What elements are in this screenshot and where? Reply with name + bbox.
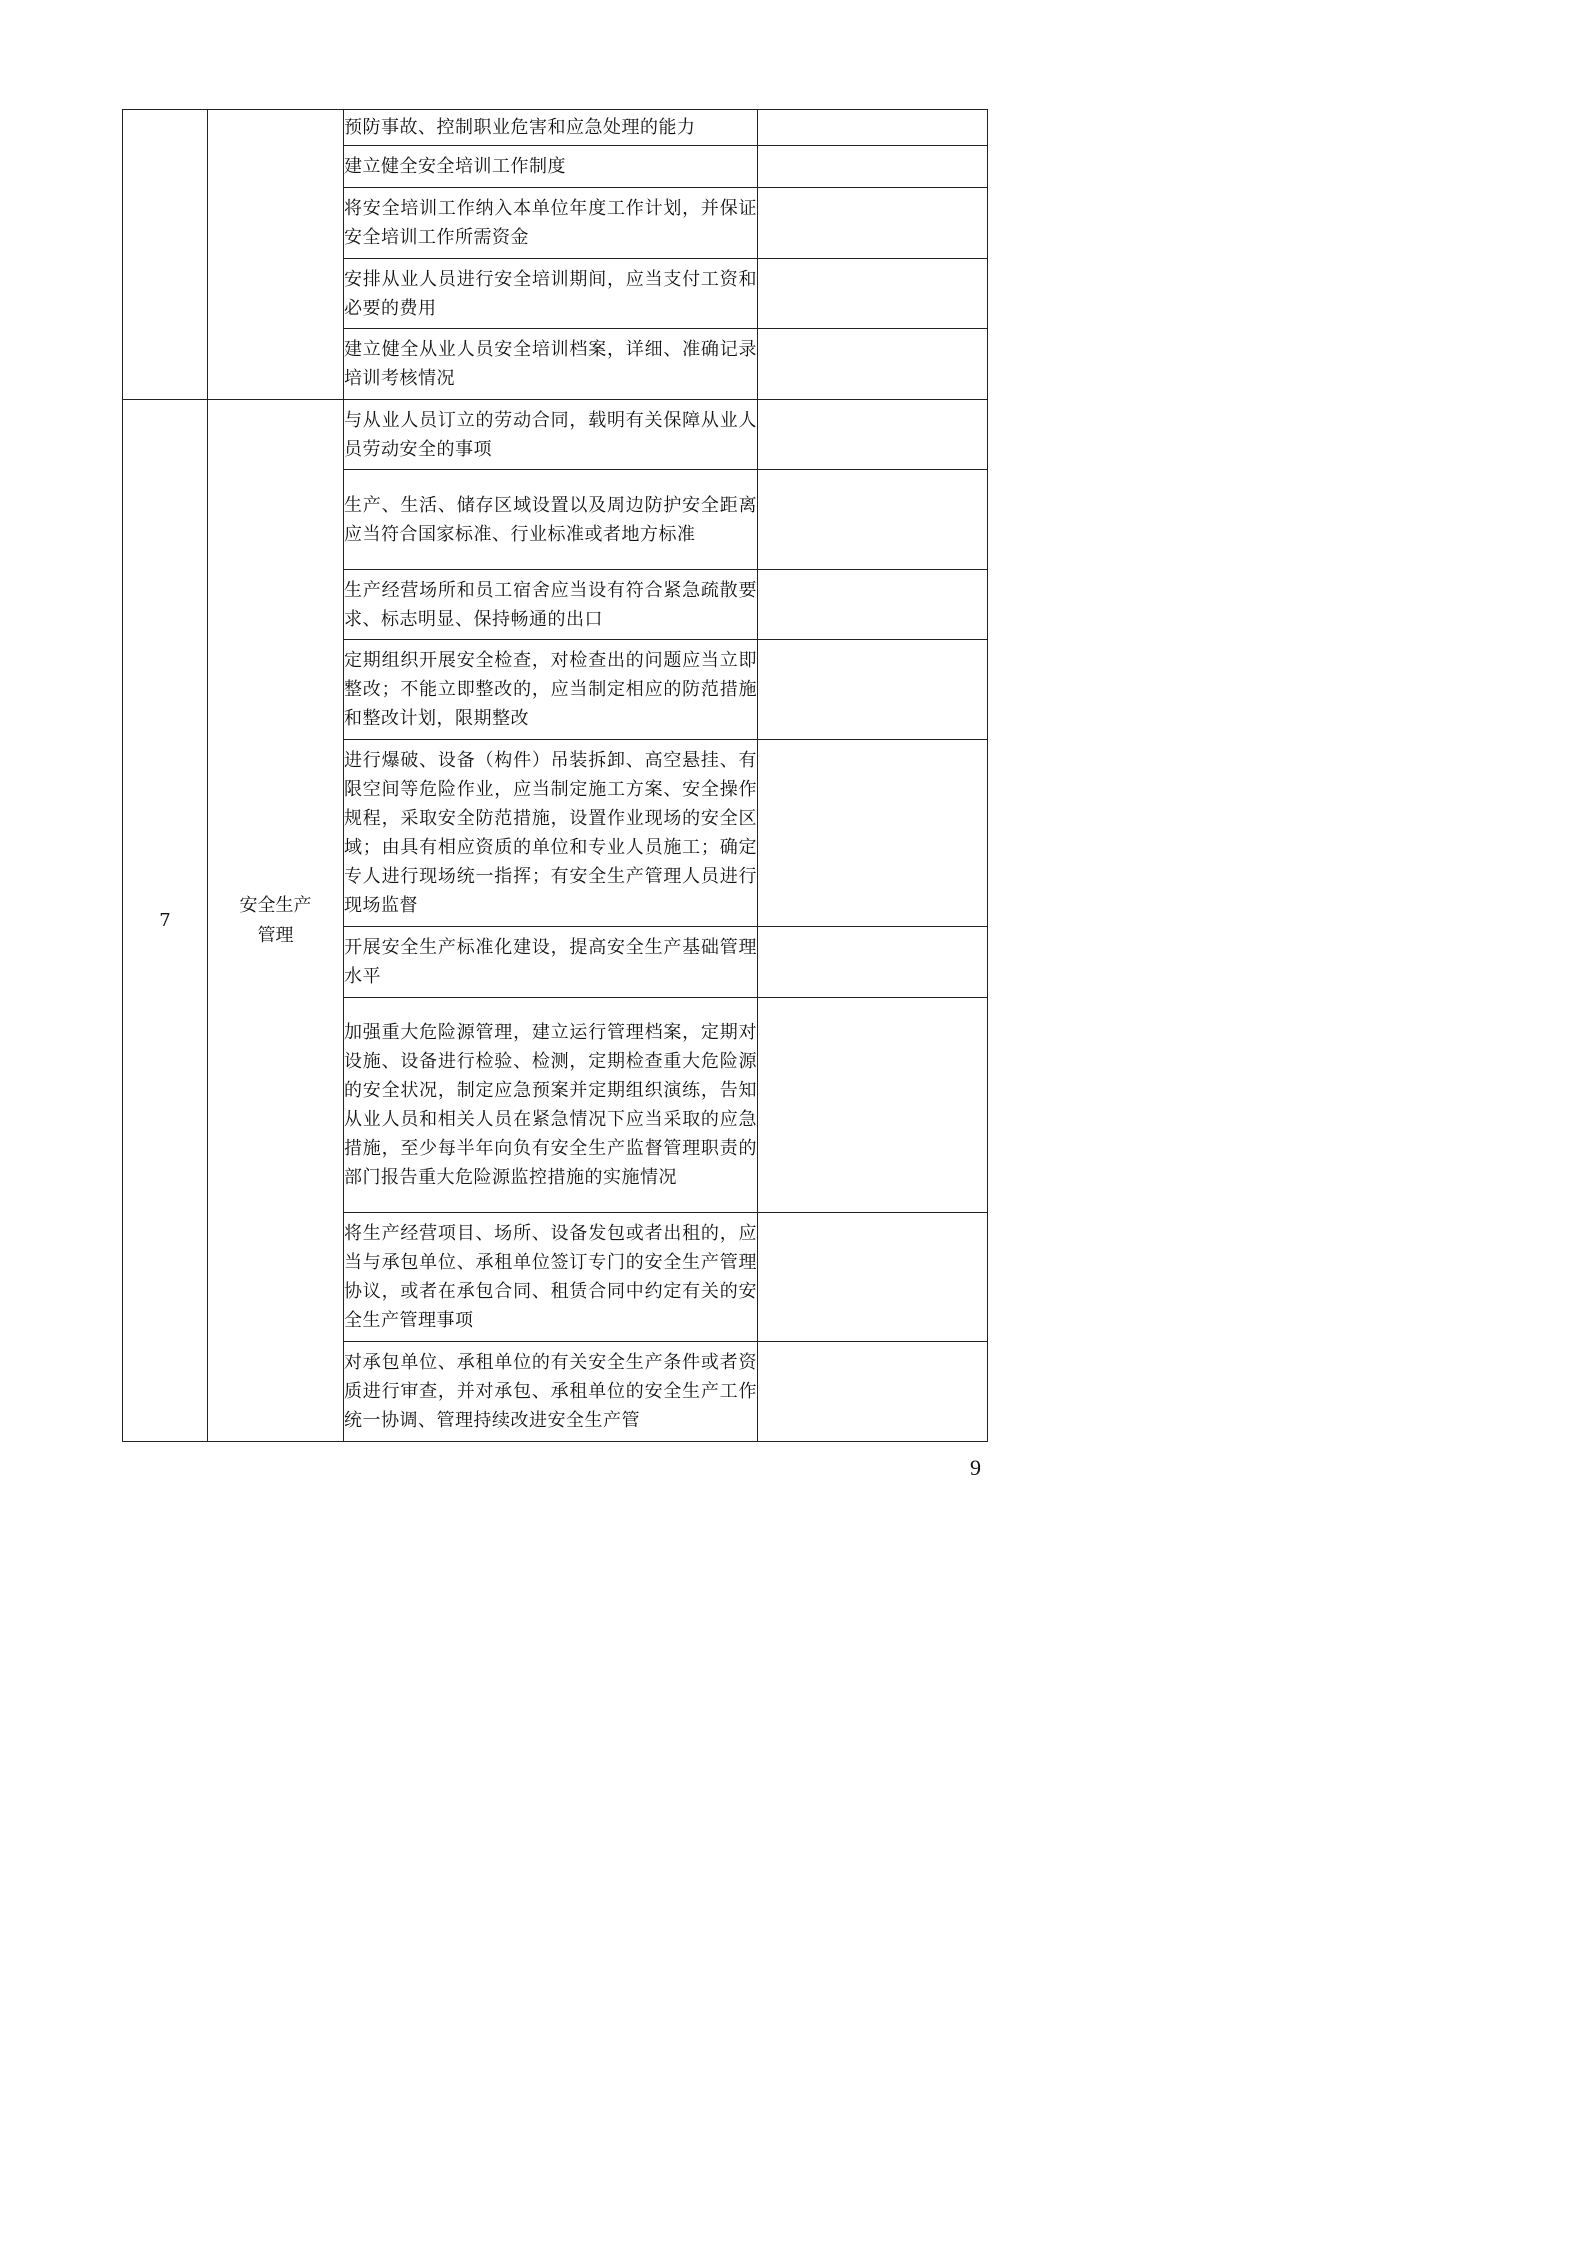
- result-cell: [758, 470, 988, 570]
- check-item: 建立健全安全培训工作制度: [344, 146, 758, 188]
- result-cell: [758, 188, 988, 259]
- result-cell: [758, 400, 988, 470]
- table-row: [123, 110, 988, 146]
- item-number-cell: [123, 110, 208, 400]
- check-item: 将生产经营项目、场所、设备发包或者出租的，应当与承包单位、承租单位签订专门的安全生产管理协议，或者在承包合同、租赁合同中约定有关的安全生产管理事项: [344, 1213, 758, 1342]
- check-item: 将安全培训工作纳入本单位年度工作计划，并保证安全培训工作所需资金: [344, 188, 758, 259]
- result-cell: [758, 146, 988, 188]
- check-item: 生产经营场所和员工宿舍应当设有符合紧急疏散要求、标志明显、保持畅通的出口: [344, 570, 758, 640]
- result-cell: [758, 1342, 988, 1442]
- page-number: 9: [970, 1455, 981, 1480]
- result-cell: [758, 259, 988, 329]
- item-number-cell: 7: [123, 400, 208, 1442]
- result-cell: [758, 570, 988, 640]
- result-cell: [758, 1213, 988, 1342]
- table-row: [123, 400, 988, 470]
- check-item: 开展安全生产标准化建设，提高安全生产基础管理水平: [344, 927, 758, 998]
- result-cell: [758, 740, 988, 927]
- check-item: 定期组织开展安全检查，对检查出的问题应当立即整改；不能立即整改的，应当制定相应的防范措施和整改计划，限期整改: [344, 640, 758, 740]
- check-item: 加强重大危险源管理，建立运行管理档案，定期对设施、设备进行检验、检测，定期检查重大危险源的安全状况，制定应急预案并定期组织演练，告知从业人员和相关人员在紧急情况下应当采取的应急措施，至少每半年向负有安全生产监督管理职责的部门报告重大危险源监控措施的实施情况: [344, 998, 758, 1213]
- result-cell: [758, 927, 988, 998]
- result-cell: [758, 329, 988, 400]
- check-item: 生产、生活、储存区域设置以及周边防护安全距离应当符合国家标准、行业标准或者地方标准: [344, 470, 758, 570]
- check-item: 建立健全从业人员安全培训档案，详细、准确记录培训考核情况: [344, 329, 758, 400]
- category-cell: [208, 400, 344, 1442]
- result-cell: [758, 110, 988, 146]
- safety-checklist-table: [122, 109, 988, 1442]
- check-item: 进行爆破、设备（构件）吊装拆卸、高空悬挂、有限空间等危险作业，应当制定施工方案、安全操作规程，采取安全防范措施，设置作业现场的安全区域；由具有相应资质的单位和专业人员施工；确定专人进行现场统一指挥；有安全生产管理人员进行现场监督: [344, 740, 758, 927]
- category-label: 安全生产管理: [239, 894, 312, 946]
- document-page: [0, 0, 1111, 1572]
- result-cell: [758, 998, 988, 1213]
- check-item: 与从业人员订立的劳动合同，载明有关保障从业人员劳动安全的事项: [344, 400, 758, 470]
- check-item: 对承包单位、承租单位的有关安全生产条件或者资质进行审查，并对承包、承租单位的安全生产工作统一协调、管理持续改进安全生产管: [344, 1342, 758, 1442]
- category-cell: [208, 110, 344, 400]
- result-cell: [758, 640, 988, 740]
- check-item: 预防事故、控制职业危害和应急处理的能力: [344, 110, 758, 146]
- check-item: 安排从业人员进行安全培训期间，应当支付工资和必要的费用: [344, 259, 758, 329]
